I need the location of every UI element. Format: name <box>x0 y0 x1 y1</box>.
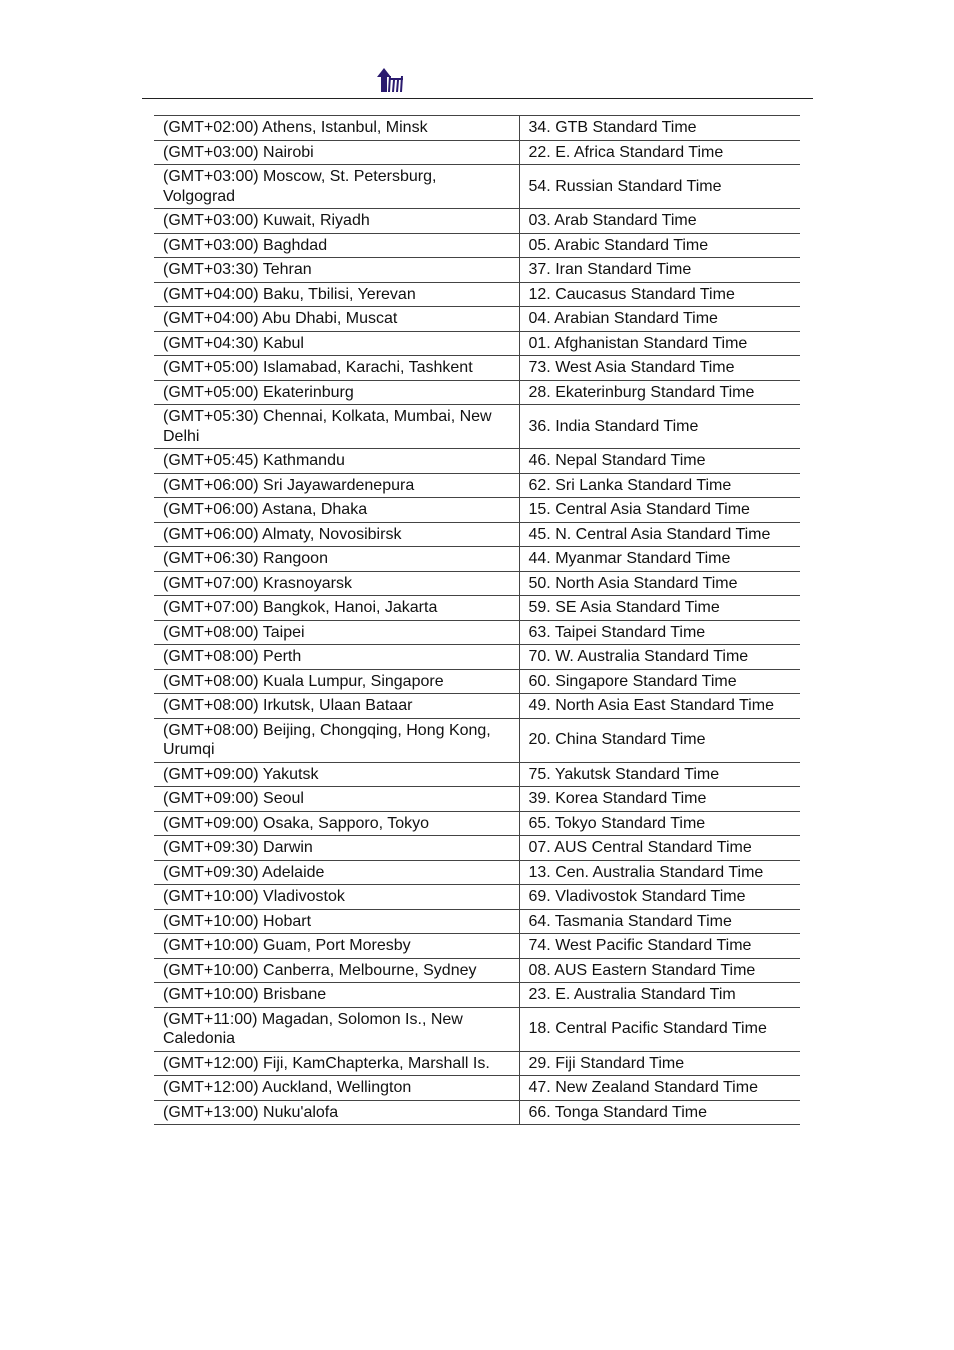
standard-time-cell: 44. Myanmar Standard Time <box>519 547 800 572</box>
table-row <box>154 473 800 498</box>
standard-time-cell: 46. Nepal Standard Time <box>519 449 800 474</box>
standard-time-cell: 28. Ekaterinburg Standard Time <box>519 380 800 405</box>
standard-time-cell: 08. AUS Eastern Standard Time <box>519 958 800 983</box>
standard-time-cell: 23. E. Australia Standard Tim <box>519 983 800 1008</box>
timezone-cell: (GMT+09:00) Osaka, Sapporo, Tokyo <box>154 811 519 836</box>
timezone-cell: (GMT+06:00) Almaty, Novosibirsk <box>154 522 519 547</box>
standard-time-cell: 18. Central Pacific Standard Time <box>519 1007 800 1051</box>
timezone-cell: (GMT+10:00) Hobart <box>154 909 519 934</box>
timezone-cell: (GMT+07:00) Krasnoyarsk <box>154 571 519 596</box>
standard-time-cell: 05. Arabic Standard Time <box>519 233 800 258</box>
timezone-cell: (GMT+10:00) Brisbane <box>154 983 519 1008</box>
timezone-cell: (GMT+05:30) Chennai, Kolkata, Mumbai, New Delhi <box>154 405 519 449</box>
timezone-cell: (GMT+09:30) Darwin <box>154 836 519 861</box>
timezone-cell: (GMT+09:00) Yakutsk <box>154 762 519 787</box>
table-row <box>154 909 800 934</box>
table-row <box>154 547 800 572</box>
standard-time-cell: 34. GTB Standard Time <box>519 116 800 141</box>
standard-time-cell: 60. Singapore Standard Time <box>519 669 800 694</box>
timezone-cell: (GMT+10:00) Canberra, Melbourne, Sydney <box>154 958 519 983</box>
timezone-cell: (GMT+10:00) Vladivostok <box>154 885 519 910</box>
arrow-up-logo-icon <box>377 66 407 94</box>
table-row <box>154 140 800 165</box>
timezone-cell: (GMT+09:30) Adelaide <box>154 860 519 885</box>
standard-time-cell: 07. AUS Central Standard Time <box>519 836 800 861</box>
standard-time-cell: 03. Arab Standard Time <box>519 209 800 234</box>
standard-time-cell: 15. Central Asia Standard Time <box>519 498 800 523</box>
table-row <box>154 1100 800 1125</box>
timezone-table-body <box>154 116 800 1125</box>
timezone-cell: (GMT+12:00) Auckland, Wellington <box>154 1076 519 1101</box>
standard-time-cell: 69. Vladivostok Standard Time <box>519 885 800 910</box>
timezone-cell: (GMT+07:00) Bangkok, Hanoi, Jakarta <box>154 596 519 621</box>
timezone-cell: (GMT+06:00) Astana, Dhaka <box>154 498 519 523</box>
timezone-cell: (GMT+09:00) Seoul <box>154 787 519 812</box>
table-row <box>154 860 800 885</box>
table-row <box>154 762 800 787</box>
standard-time-cell: 70. W. Australia Standard Time <box>519 645 800 670</box>
timezone-cell: (GMT+03:00) Moscow, St. Petersburg, Volgograd <box>154 165 519 209</box>
standard-time-cell: 01. Afghanistan Standard Time <box>519 331 800 356</box>
timezone-cell: (GMT+05:45) Kathmandu <box>154 449 519 474</box>
timezone-cell: (GMT+08:00) Beijing, Chongqing, Hong Kong, Urumqi <box>154 718 519 762</box>
standard-time-cell: 49. North Asia East Standard Time <box>519 694 800 719</box>
standard-time-cell: 75. Yakutsk Standard Time <box>519 762 800 787</box>
table-row <box>154 380 800 405</box>
table-row <box>154 958 800 983</box>
timezone-cell: (GMT+08:00) Kuala Lumpur, Singapore <box>154 669 519 694</box>
standard-time-cell: 50. North Asia Standard Time <box>519 571 800 596</box>
table-row <box>154 596 800 621</box>
standard-time-cell: 39. Korea Standard Time <box>519 787 800 812</box>
table-row <box>154 1076 800 1101</box>
timezone-cell: (GMT+03:00) Nairobi <box>154 140 519 165</box>
standard-time-cell: 29. Fiji Standard Time <box>519 1051 800 1076</box>
table-row <box>154 356 800 381</box>
standard-time-cell: 37. Iran Standard Time <box>519 258 800 283</box>
timezone-cell: (GMT+03:00) Kuwait, Riyadh <box>154 209 519 234</box>
table-row <box>154 571 800 596</box>
standard-time-cell: 65. Tokyo Standard Time <box>519 811 800 836</box>
standard-time-cell: 22. E. Africa Standard Time <box>519 140 800 165</box>
timezone-cell: (GMT+11:00) Magadan, Solomon Is., New Caledonia <box>154 1007 519 1051</box>
table-row <box>154 307 800 332</box>
table-row <box>154 669 800 694</box>
timezone-cell: (GMT+08:00) Perth <box>154 645 519 670</box>
table-row <box>154 718 800 762</box>
timezone-cell: (GMT+12:00) Fiji, KamChapterka, Marshall Is. <box>154 1051 519 1076</box>
standard-time-cell: 66. Tonga Standard Time <box>519 1100 800 1125</box>
timezone-cell: (GMT+05:00) Ekaterinburg <box>154 380 519 405</box>
table-row <box>154 811 800 836</box>
standard-time-cell: 13. Cen. Australia Standard Time <box>519 860 800 885</box>
standard-time-cell: 62. Sri Lanka Standard Time <box>519 473 800 498</box>
table-row <box>154 1051 800 1076</box>
table-row <box>154 331 800 356</box>
standard-time-cell: 59. SE Asia Standard Time <box>519 596 800 621</box>
table-row <box>154 405 800 449</box>
timezone-cell: (GMT+06:30) Rangoon <box>154 547 519 572</box>
standard-time-cell: 36. India Standard Time <box>519 405 800 449</box>
table-row <box>154 983 800 1008</box>
timezone-cell: (GMT+02:00) Athens, Istanbul, Minsk <box>154 116 519 141</box>
table-row <box>154 885 800 910</box>
table-row <box>154 1007 800 1051</box>
standard-time-cell: 74. West Pacific Standard Time <box>519 934 800 959</box>
timezone-cell: (GMT+10:00) Guam, Port Moresby <box>154 934 519 959</box>
table-row <box>154 282 800 307</box>
table-row <box>154 694 800 719</box>
table-row <box>154 522 800 547</box>
table-row <box>154 449 800 474</box>
timezone-cell: (GMT+04:00) Abu Dhabi, Muscat <box>154 307 519 332</box>
table-row <box>154 645 800 670</box>
page-header <box>142 60 813 99</box>
timezone-cell: (GMT+08:00) Taipei <box>154 620 519 645</box>
table-row <box>154 498 800 523</box>
table-row <box>154 209 800 234</box>
standard-time-cell: 45. N. Central Asia Standard Time <box>519 522 800 547</box>
table-row <box>154 836 800 861</box>
standard-time-cell: 12. Caucasus Standard Time <box>519 282 800 307</box>
timezone-table <box>154 115 800 1125</box>
timezone-cell: (GMT+03:00) Baghdad <box>154 233 519 258</box>
standard-time-cell: 47. New Zealand Standard Time <box>519 1076 800 1101</box>
table-row <box>154 934 800 959</box>
standard-time-cell: 20. China Standard Time <box>519 718 800 762</box>
standard-time-cell: 54. Russian Standard Time <box>519 165 800 209</box>
table-row <box>154 787 800 812</box>
standard-time-cell: 64. Tasmania Standard Time <box>519 909 800 934</box>
standard-time-cell: 04. Arabian Standard Time <box>519 307 800 332</box>
timezone-cell: (GMT+13:00) Nuku'alofa <box>154 1100 519 1125</box>
standard-time-cell: 73. West Asia Standard Time <box>519 356 800 381</box>
standard-time-cell: 63. Taipei Standard Time <box>519 620 800 645</box>
timezone-cell: (GMT+08:00) Irkutsk, Ulaan Bataar <box>154 694 519 719</box>
timezone-cell: (GMT+06:00) Sri Jayawardenepura <box>154 473 519 498</box>
table-row <box>154 233 800 258</box>
table-row <box>154 165 800 209</box>
table-row <box>154 116 800 141</box>
table-row <box>154 620 800 645</box>
timezone-cell: (GMT+05:00) Islamabad, Karachi, Tashkent <box>154 356 519 381</box>
timezone-cell: (GMT+04:00) Baku, Tbilisi, Yerevan <box>154 282 519 307</box>
table-row <box>154 258 800 283</box>
timezone-cell: (GMT+04:30) Kabul <box>154 331 519 356</box>
timezone-cell: (GMT+03:30) Tehran <box>154 258 519 283</box>
